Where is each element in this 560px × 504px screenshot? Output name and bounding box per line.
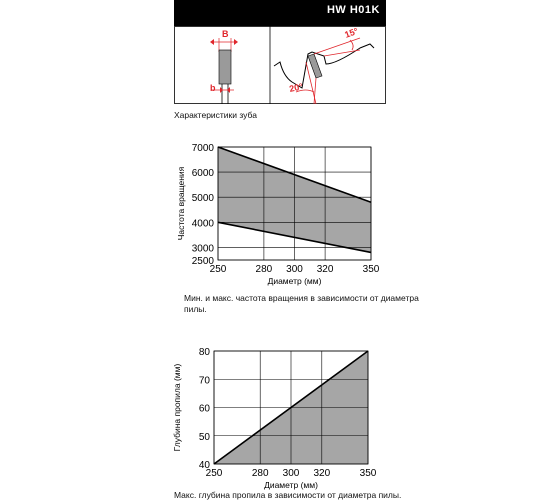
speed-series-line-1 (218, 222, 371, 252)
depth-x-tick-label: 300 (282, 468, 300, 479)
speed-x-tick-label: 250 (209, 264, 227, 275)
depth-y-axis-label: Глубина пропила (мм) (172, 363, 182, 452)
speed-fill-area (218, 147, 371, 252)
tooth-diagram (174, 26, 386, 104)
speed-series-line-0 (218, 147, 371, 202)
depth-y-tick-label: 70 (198, 375, 210, 387)
depth-x-tick-label: 280 (251, 468, 269, 479)
depth-x-axis-label: Диаметр (мм) (264, 480, 318, 490)
speed-y-tick-label: 4000 (191, 218, 214, 230)
label-b: b (210, 83, 216, 93)
speed-y-tick-label: 6000 (191, 168, 214, 180)
angle-clearance-label: 15° (343, 26, 360, 40)
model-title: HW H01K (326, 4, 380, 16)
depth-x-tick-label: 250 (205, 468, 223, 479)
depth-series-line-0 (214, 351, 368, 464)
tooth-section-drawing (210, 38, 238, 104)
speed-x-axis-label: Диаметр (мм) (267, 276, 322, 286)
rotation-chart-caption: Мин. и макс. частота вращения в зависимости от диаметра пилы. (184, 293, 419, 314)
depth-x-tick-label: 320 (313, 468, 331, 479)
depth-fill-area (214, 351, 368, 464)
speed-y-tick-label: 2500 (191, 256, 214, 267)
tooth-frame (175, 27, 386, 104)
depth-y-tick-label: 50 (198, 431, 210, 443)
depth-y-tick-label: 60 (198, 403, 210, 415)
speed-x-tick-label: 320 (316, 264, 334, 275)
depth-y-tick-label: 80 (198, 347, 210, 358)
speed-x-tick-label: 300 (286, 264, 303, 275)
angle-rake-label: 20° (288, 81, 304, 94)
depth-chart-caption: Макс. глубина пропила в зависимости от диаметра пилы. (174, 490, 402, 500)
speed-x-tick-label: 280 (255, 264, 273, 275)
speed-x-tick-label: 350 (362, 264, 380, 275)
speed-y-tick-label: 5000 (191, 193, 214, 205)
depth-plot-frame (214, 351, 368, 464)
speed-y-axis-label: Частота вращения (176, 166, 186, 241)
depth-y-tick-label: 40 (198, 460, 210, 471)
depth-x-tick-label: 350 (359, 468, 377, 479)
tooth-profile-drawing (274, 38, 374, 104)
speed-plot-frame (218, 147, 371, 260)
tooth-caption: Характеристики зуба (174, 110, 257, 120)
model-header (174, 0, 386, 26)
label-B: B (222, 29, 229, 39)
speed-y-tick-label: 7000 (191, 143, 214, 154)
speed-y-tick-label: 3000 (191, 243, 214, 255)
